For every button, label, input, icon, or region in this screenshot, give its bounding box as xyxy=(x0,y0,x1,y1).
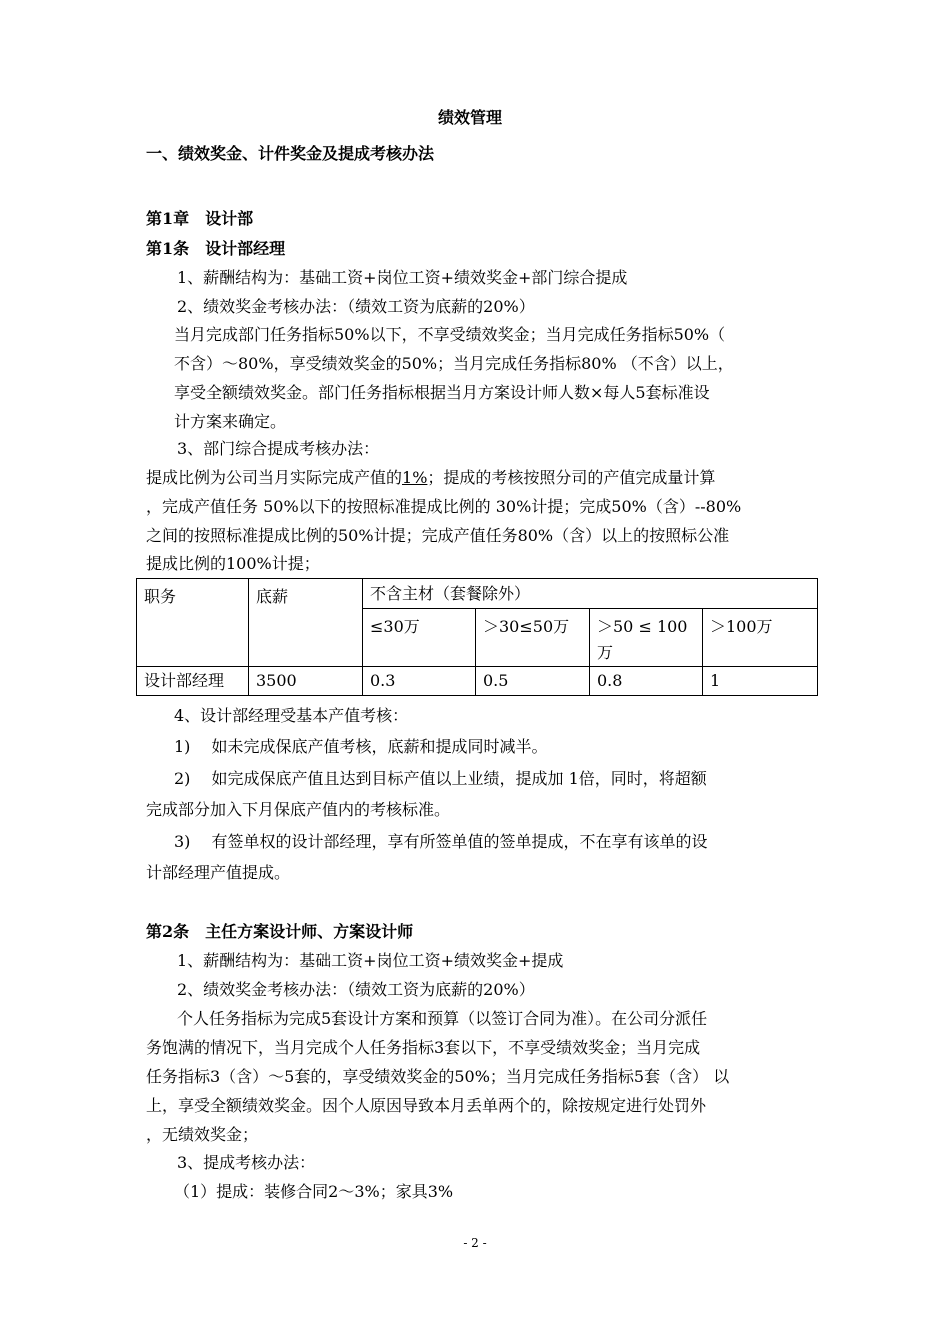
commission-rate: 1% xyxy=(402,468,428,487)
cell-tier-1: 0.3 xyxy=(363,667,476,696)
cell-role: 设计部经理 xyxy=(137,667,249,696)
header-base-salary: 底薪 xyxy=(249,579,363,667)
article-2-item-2: 2、绩效奖金考核办法：（绩效工资为底薪的20%） xyxy=(177,980,535,999)
header-role: 职务 xyxy=(137,579,249,667)
chapter-heading: 第1章 设计部 xyxy=(146,209,254,228)
article-1-para-1-line: 当月完成部门任务指标50%以下，不享受绩效奖金；当月完成任务指标50%（ xyxy=(174,325,726,344)
header-group: 不含主材（套餐除外） xyxy=(363,579,818,609)
article-1-sub-3-cont: 计部经理产值提成。 xyxy=(146,863,291,882)
article-2-item-3-1: （1）提成：装修合同2～3%；家具3% xyxy=(174,1182,454,1201)
article-1-item-4: 4、设计部经理受基本产值考核： xyxy=(174,706,409,725)
article-2-para-line: ，无绩效奖金； xyxy=(146,1125,259,1144)
commission-table xyxy=(136,578,818,696)
para-2-text-a: 提成比例为公司当月实际完成产值的 xyxy=(146,468,403,487)
page-title: 绩效管理 xyxy=(438,108,503,127)
article-1-para-1-line: 享受全额绩效奖金。部门任务指标根据当月方案设计师人数×每人5套标准设 xyxy=(174,383,710,402)
article-1-sub-2: 2) 如完成保底产值且达到目标产值以上业绩，提成加 1倍，同时，将超额 xyxy=(174,769,707,788)
article-1-para-2-line: 之间的按照标准提成比例的50%计提；完成产值任务80%（含）以上的按照标公准 xyxy=(146,526,730,545)
article-1-para-1-line: 计方案来确定。 xyxy=(174,412,287,431)
section-heading: 一、绩效奖金、计件奖金及提成考核办法 xyxy=(146,144,435,163)
cell-tier-3: 0.8 xyxy=(590,667,703,696)
article-1-item-1: 1、薪酬结构为：基础工资+岗位工资+绩效奖金+部门综合提成 xyxy=(177,268,628,287)
cell-tier-2: 0.5 xyxy=(476,667,590,696)
article-2-heading: 第2条 主任方案设计师、方案设计师 xyxy=(146,922,414,941)
article-1-sub-1: 1) 如未完成保底产值考核，底薪和提成同时减半。 xyxy=(174,737,548,756)
article-1-para-2-line: ，完成产值任务 50%以下的按照标准提成比例的 30%计提；完成50%（含）--80% xyxy=(146,497,742,516)
article-2-item-1: 1、薪酬结构为：基础工资+岗位工资+绩效奖金+提成 xyxy=(177,951,564,970)
article-2-para-line: 务饱满的情况下，当月完成个人任务指标3套以下，不享受绩效奖金；当月完成 xyxy=(146,1038,701,1057)
article-1-sub-3: 3) 有签单权的设计部经理，享有所签单值的签单提成，不在享有该单的设 xyxy=(174,832,708,851)
article-1-item-3: 3、部门综合提成考核办法： xyxy=(177,439,380,458)
header-tier-1: ≤30万 xyxy=(363,609,476,667)
article-1-para-2-line: 提成比例的100%计提； xyxy=(146,554,320,573)
article-1-para-2-line xyxy=(146,468,715,488)
header-tier-2: ＞30≤50万 xyxy=(476,609,590,667)
article-2-para-line: 个人任务指标为完成5套设计方案和预算（以签订合同为准）。在公司分派任 xyxy=(177,1009,708,1028)
header-tier-3: ＞50 ≤ 100万 xyxy=(590,609,703,667)
header-tier-4: ＞100万 xyxy=(703,609,818,667)
article-1-heading: 第1条 设计部经理 xyxy=(146,239,286,258)
page-number: - 2 - xyxy=(463,1236,487,1250)
article-2-para-line: 任务指标3（含）～5套的，享受绩效奖金的50%；当月完成任务指标5套（含） 以 xyxy=(146,1067,730,1086)
article-2-para-line: 上，享受全额绩效奖金。因个人原因导致本月丢单两个的，除按规定进行处罚外 xyxy=(146,1096,707,1115)
para-2-text-b: ；提成的考核按照分司的产值完成量计算 xyxy=(427,468,716,487)
article-2-item-3: 3、提成考核办法： xyxy=(177,1153,316,1172)
article-1-para-1-line: 不含）～80%，享受绩效奖金的50%；当月完成任务指标80% （不含）以上， xyxy=(174,354,734,373)
article-1-sub-2-cont: 完成部分加入下月保底产值内的考核标准。 xyxy=(146,800,451,819)
article-1-item-2: 2、绩效奖金考核办法：（绩效工资为底薪的20%） xyxy=(177,297,535,316)
cell-tier-4: 1 xyxy=(703,667,818,696)
cell-base-salary: 3500 xyxy=(249,667,363,696)
